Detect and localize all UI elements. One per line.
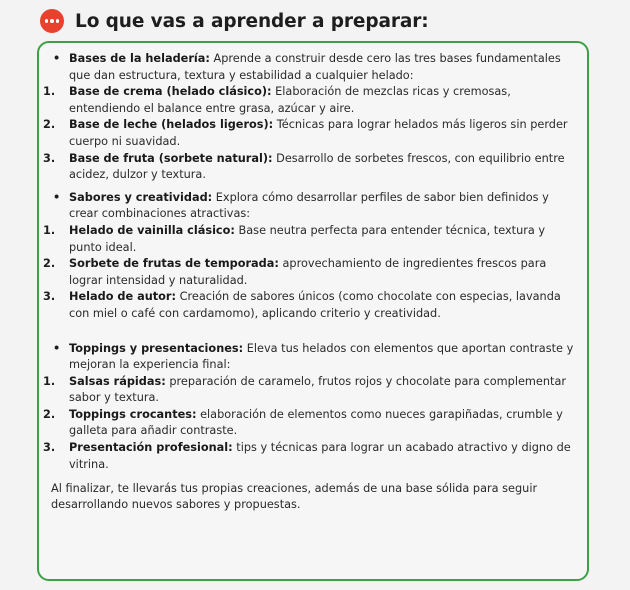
bullet-label: Bases de la heladería: xyxy=(69,52,210,65)
item-text: elaboración de elementos como nueces garapiñadas, crumble y galleta para añadir contraste. xyxy=(69,407,563,438)
list-item xyxy=(43,289,578,322)
item-label: Helado de vainilla clásico: xyxy=(69,223,235,237)
bullet-marker: • xyxy=(53,52,61,65)
item-number: 1. xyxy=(43,374,56,388)
section-bullet-bases xyxy=(51,51,578,84)
bullet-label: Sabores y creatividad: xyxy=(69,190,213,204)
bullet-text: Explora cómo desarrollar perfiles de sabor bien definidos y crear combinaciones atractivas: xyxy=(69,190,549,221)
item-label: Base de crema (helado clásico): xyxy=(69,85,272,99)
content-card xyxy=(37,41,589,581)
section-bullet-toppings xyxy=(51,341,578,374)
section-bullet-sabores xyxy=(51,190,578,223)
item-number: 1. xyxy=(43,223,56,237)
item-text: tips y técnicas para lograr un acabado atractivo y digno de vitrina. xyxy=(69,441,571,471)
item-label: Toppings crocantes: xyxy=(69,407,197,421)
bullet-marker: • xyxy=(53,190,61,204)
bullet-marker: • xyxy=(53,341,61,355)
item-number: 3. xyxy=(43,441,56,455)
bullet-text: Aprende a construir desde cero las tres bases fundamentales que dan estructura, textura y estabilidad a cualquier helado: xyxy=(69,52,561,82)
item-number: 2. xyxy=(43,257,56,271)
list-item xyxy=(43,84,578,117)
list-item xyxy=(43,151,578,184)
item-text: Técnicas para lograr helados más ligeros sin perder cuerpo ni suavidad. xyxy=(69,118,568,148)
page-title: Lo que vas a aprender a preparar: xyxy=(75,10,429,32)
item-number: 2. xyxy=(43,407,56,421)
item-number: 2. xyxy=(43,118,56,132)
item-text: Elaboración de mezclas ricas y cremosas, entendiendo el balance entre grasa, azúcar y aire. xyxy=(69,85,511,115)
more-dots-icon xyxy=(40,9,64,33)
list-item xyxy=(43,117,578,150)
item-text: Base neutra perfecta para entender técnica, textura y punto ideal. xyxy=(69,223,546,254)
item-number: 3. xyxy=(43,290,56,304)
list-item xyxy=(43,440,578,473)
item-label: Base de fruta (sorbete natural): xyxy=(69,151,273,165)
item-text: Creación de sabores únicos (como chocolate con especias, lavanda con miel o café con cardamomo), aplicando criterio y creatividad. xyxy=(69,290,561,320)
list-item xyxy=(43,256,578,289)
bullet-label: Toppings y presentaciones: xyxy=(69,341,244,355)
item-label: Salsas rápidas: xyxy=(69,374,166,388)
list-item xyxy=(43,407,578,440)
item-text: aprovechamiento de ingredientes frescos para lograr intensidad y naturalidad. xyxy=(69,257,547,287)
item-number: 1. xyxy=(43,85,56,99)
item-text: preparación de caramelo, frutos rojos y chocolate para complementar sabor y textura. xyxy=(69,374,567,405)
list-item xyxy=(43,223,578,256)
item-label: Helado de autor: xyxy=(69,290,176,304)
section-header xyxy=(40,8,429,34)
item-label: Sorbete de frutas de temporada: xyxy=(69,257,279,271)
list-item xyxy=(43,374,578,407)
closing-paragraph: Al finalizar, te llevarás tus propias creaciones, además de una base sólida para seguir desarrollando nuevos sabores y propuestas. xyxy=(51,482,538,512)
item-label: Base de leche (helados ligeros): xyxy=(69,118,274,132)
bullet-text: Eleva tus helados con elementos que aportan contraste y mejoran la experiencia final: xyxy=(69,341,574,372)
item-number: 3. xyxy=(43,151,56,165)
item-label: Presentación profesional: xyxy=(69,441,233,455)
item-text: Desarrollo de sorbetes frescos, con equilibrio entre acidez, dulzor y textura. xyxy=(69,151,565,182)
